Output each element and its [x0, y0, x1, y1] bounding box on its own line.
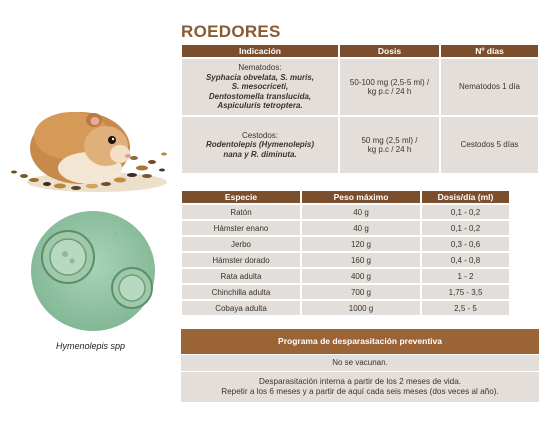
hamster	[30, 112, 131, 184]
column-header-species: Especie	[181, 190, 301, 204]
table-row	[181, 300, 510, 316]
column-header-days: Nº días	[440, 44, 539, 58]
microscope-photo	[30, 210, 156, 332]
species-cell: Cobaya adulta	[181, 300, 301, 316]
indication-label: Cestodos:	[241, 130, 279, 140]
species-cell: Ratón	[181, 204, 301, 220]
species-cell: Jerbo	[181, 236, 301, 252]
dose-cell: 0,3 - 0,6	[421, 236, 510, 252]
indication-cell	[181, 116, 339, 174]
table-row	[181, 116, 539, 174]
weight-cell: 120 g	[301, 236, 421, 252]
dose-line: 50-100 mg (2,5-5 ml) /	[349, 77, 430, 87]
table-header-row	[181, 44, 539, 58]
table-row	[181, 204, 510, 220]
program-schedule-line: Repetir a los 6 meses y a partir de aquí cada seis meses (dos veces al año).	[221, 387, 499, 396]
dose-line: kg p.c / 24 h	[367, 145, 412, 154]
table-header-row	[181, 190, 510, 204]
program-note: No se vacunan.	[181, 355, 539, 371]
dose-cell	[339, 116, 440, 174]
dose-cell: 0,4 - 0,8	[421, 252, 510, 268]
treatment-table	[181, 44, 539, 174]
image-caption: Hymenolepis spp	[56, 341, 126, 351]
dose-cell: 0,1 - 0,2	[421, 220, 510, 236]
dose-cell: 2,5 - 5	[421, 300, 510, 316]
dose-cell: 1,75 - 3,5	[421, 284, 510, 300]
species-line: Dentostomella translucida,	[208, 91, 312, 101]
page-title: ROEDORES	[181, 22, 281, 41]
dose-cell: 0,1 - 0,2	[421, 204, 510, 220]
weight-cell: 40 g	[301, 220, 421, 236]
column-header-indication: Indicación	[181, 44, 339, 58]
weight-cell: 400 g	[301, 268, 421, 284]
column-header-daily-dose: Dosis/día (ml)	[421, 190, 510, 204]
dose-by-species-table	[181, 190, 510, 316]
weight-cell: 40 g	[301, 204, 421, 220]
hamster-photo	[2, 96, 172, 204]
species-line: Syphacia obvelata, S. muris,	[205, 72, 315, 82]
dose-cell: 1 - 2	[421, 268, 510, 284]
table-row	[181, 220, 510, 236]
species-cell: Hámster enano	[181, 220, 301, 236]
species-line: Aspiculuris tetroptera.	[217, 101, 303, 111]
table-row	[181, 236, 510, 252]
weight-cell: 160 g	[301, 252, 421, 268]
dose-line: 50 mg (2,5 ml) /	[361, 135, 418, 145]
parasite-egg	[42, 231, 94, 283]
table-row	[181, 58, 539, 116]
species-cell: Chinchilla adulta	[181, 284, 301, 300]
dose-cell	[339, 58, 440, 116]
prevention-program	[181, 329, 539, 402]
program-header: Programa de desparasitación preventiva	[181, 329, 539, 354]
species-line: S. mesocriceti,	[231, 82, 289, 92]
days-cell: Nematodos 1 día	[440, 58, 539, 116]
table-row	[181, 268, 510, 284]
table-row	[181, 284, 510, 300]
program-schedule-line: Desparasitación interna a partir de los 2 meses de vida.	[258, 377, 462, 386]
column-header-dose: Dosis	[339, 44, 440, 58]
table-row	[181, 252, 510, 268]
indication-cell	[181, 58, 339, 116]
column-header-max-weight: Peso máximo	[301, 190, 421, 204]
weight-cell: 700 g	[301, 284, 421, 300]
days-cell: Cestodos 5 días	[440, 116, 539, 174]
species-cell: Rata adulta	[181, 268, 301, 284]
parasite-egg	[112, 268, 152, 308]
species-cell: Hámster dorado	[181, 252, 301, 268]
species-line: nana y R. diminuta.	[223, 149, 297, 159]
indication-label: Nematodos:	[238, 63, 282, 73]
species-line: Rodentolepis (Hymenolepis)	[205, 140, 314, 150]
weight-cell: 1000 g	[301, 300, 421, 316]
program-schedule	[181, 372, 539, 402]
dose-line: kg p.c / 24 h	[367, 87, 412, 96]
